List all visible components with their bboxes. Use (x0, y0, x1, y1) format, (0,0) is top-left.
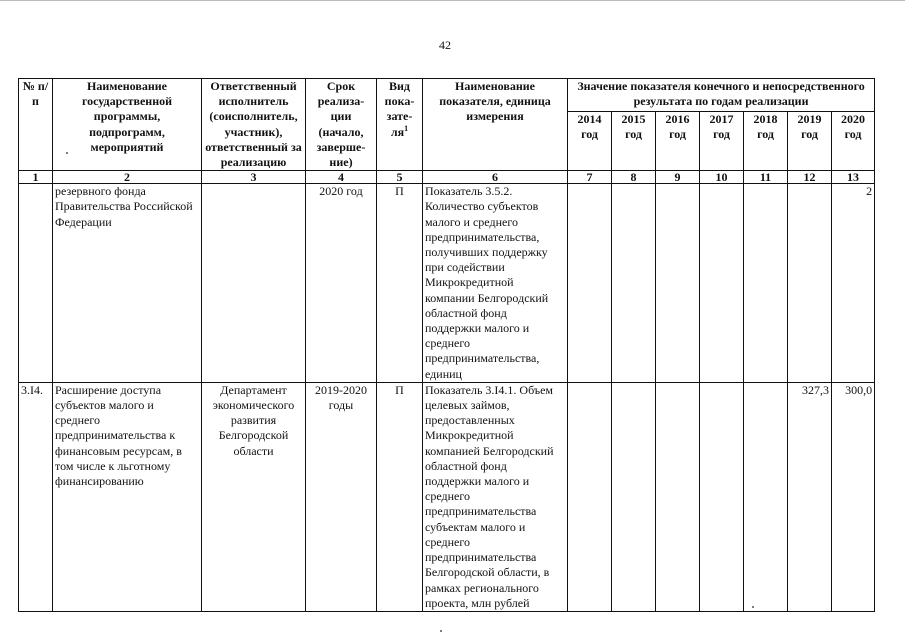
header-term: Срок реализа-ции (начало, заверше-ние) (306, 79, 377, 171)
column-number-row (19, 171, 875, 184)
row-number: 3.I4. (19, 382, 53, 611)
top-scan-edge (0, 0, 905, 1)
header-indicator-name: Наименование показателя, единица измерения (423, 79, 568, 171)
column-number: 5 (377, 171, 423, 184)
column-number: 4 (306, 171, 377, 184)
column-number: 8 (612, 171, 656, 184)
row-value-2018 (744, 184, 788, 383)
scan-speck (752, 606, 754, 608)
column-number: 7 (568, 171, 612, 184)
column-number: 10 (700, 171, 744, 184)
row-value-2015 (612, 382, 656, 611)
row-term: 2019-2020 годы (306, 382, 377, 611)
column-number: 3 (202, 171, 306, 184)
column-number: 6 (423, 171, 568, 184)
row-program-name: Расширение доступа субъектов малого и среднего предпринимательства к финансовым ресурсам, в том числе к льготному финансированию (53, 382, 202, 611)
row-indicator-type: П (377, 184, 423, 383)
row-term: 2020 год (306, 184, 377, 383)
header-executor: Ответственный исполнитель (соисполнитель, участник), ответственный за реализацию (202, 79, 306, 171)
row-indicator-name: Показатель 3.I4.1. Объем целевых займов, предоставленных Микрокредитной компанией Белгородский областной фонд поддержки малого и среднего предпринимательства субъектам малого и среднего предпринимательства Белгородской области, в рамках регионального проекта, млн рублей (423, 382, 568, 611)
header-year: 2016 год (656, 112, 700, 171)
row-indicator-name: Показатель 3.5.2. Количество субъектов малого и среднего предпринимательства, получивших поддержку при содействии Микрокредитной компании Белгородский областной фонд поддержки малого и среднего предпринимательства, единиц (423, 184, 568, 383)
row-value-2019: 327,3 (788, 382, 832, 611)
column-number: 9 (656, 171, 700, 184)
row-executor (202, 184, 306, 383)
row-value-2015 (612, 184, 656, 383)
header-year: 2020 год (832, 112, 875, 171)
column-number: 12 (788, 171, 832, 184)
header-year: 2015 год (612, 112, 656, 171)
header-indicator-type-label: Вид пока-зате-ля (384, 79, 415, 139)
row-executor: Департамент экономического развития Белгородской области (202, 382, 306, 611)
header-year: 2018 год (744, 112, 788, 171)
footnote-mark: 1 (404, 123, 409, 133)
header-program-name: Наименование государственной программы, подпрограмм, мероприятий (53, 79, 202, 171)
header-values-group: Значение показателя конечного и непосредственного результата по годам реализации (568, 79, 875, 112)
row-value-2016 (656, 184, 700, 383)
row-value-2019 (788, 184, 832, 383)
header-year: 2014 год (568, 112, 612, 171)
table-row (19, 382, 875, 611)
row-value-2017 (700, 382, 744, 611)
row-value-2020: 300,0 (832, 382, 875, 611)
column-number: 13 (832, 171, 875, 184)
column-number: 2 (53, 171, 202, 184)
scan-speck (440, 630, 442, 632)
table-row (19, 184, 875, 383)
program-indicators-table (18, 78, 875, 612)
header-indicator-type (377, 79, 423, 171)
row-value-2020: 2 (832, 184, 875, 383)
row-value-2014 (568, 382, 612, 611)
row-value-2014 (568, 184, 612, 383)
table-header-row (19, 79, 875, 112)
column-number: 11 (744, 171, 788, 184)
row-value-2018 (744, 382, 788, 611)
header-number: № п/п (19, 79, 53, 171)
row-program-name: резервного фонда Правительства Российской Федерации (53, 184, 202, 383)
header-year: 2019 год (788, 112, 832, 171)
column-number: 1 (19, 171, 53, 184)
row-number (19, 184, 53, 383)
header-year: 2017 год (700, 112, 744, 171)
row-value-2017 (700, 184, 744, 383)
page-number: 42 (439, 38, 451, 52)
scan-speck (66, 152, 68, 154)
row-indicator-type: П (377, 382, 423, 611)
row-value-2016 (656, 382, 700, 611)
